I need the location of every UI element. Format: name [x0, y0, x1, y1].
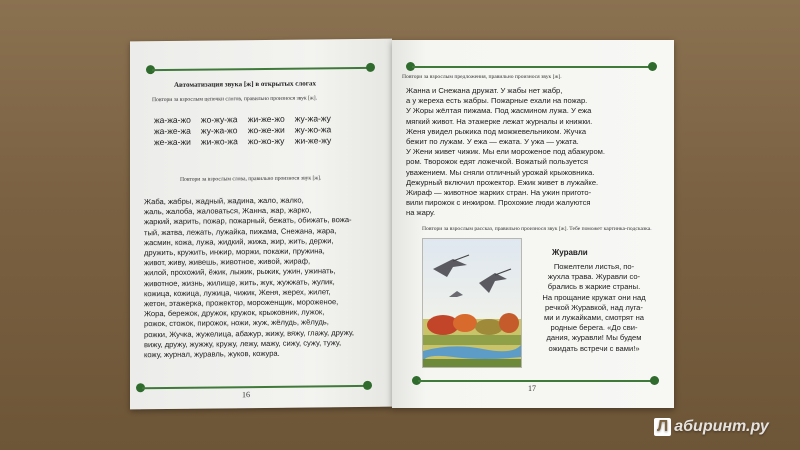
sentence-line: Женя увидел рыжика под можжевельником. Жучка — [406, 126, 587, 136]
sentence-line: Жанна и Снежана дружат. У жабы нет жабр, — [406, 86, 563, 95]
cranes-illustration — [422, 238, 522, 368]
sentence-line: Жираф — животное жарких стран. На ужин пригото- — [406, 188, 592, 198]
word-line: жасмин, кожа, лужа, жидкий, жижа, жир, жить, держи, — [144, 236, 334, 248]
top-rule — [412, 66, 652, 68]
watermark-text: абиринт.ру — [674, 418, 769, 435]
word-line: кожу, журнал, журавль, жуков, кожура. — [144, 348, 280, 360]
story-line: На прощание кружат они над — [542, 292, 646, 302]
sentence-line: У Жени живет чижик. Мы ели мороженое под абажуром. — [406, 147, 606, 157]
sentence-line: уважением. Мы сняли отличный урожай крыжовника. — [406, 167, 595, 177]
sentence-line: на жару. — [406, 208, 436, 218]
syllable-chain: жо-жу-жа — [200, 114, 238, 125]
bottom-rule — [418, 380, 654, 382]
top-rule — [152, 67, 370, 71]
word-line: тый, жатва, лежать, лужайка, пижама, Снежана, жара, — [144, 225, 337, 237]
rule-dot-icon — [363, 381, 372, 390]
story-title: Журавли — [552, 248, 588, 257]
sentence-line: бежит по лужам. У ежа — ежата. У ужа — ужата. — [406, 137, 579, 147]
rule-dot-icon — [650, 376, 659, 385]
bottom-rule — [142, 385, 367, 389]
syllable-chain: жу-жо-жа — [294, 124, 332, 135]
story-line: Пожелтели листья, по- — [553, 262, 635, 271]
rule-dot-icon — [648, 62, 657, 71]
word-line: жилой, прохожий, ёжик, лыжик, рыжик, ужин, ужинать, — [144, 266, 336, 278]
sentence-line: мягкий живот. На этажерке лежат журналы и книжки. — [406, 116, 593, 126]
word-line: рожки, Жучка, жужелица, абажур, жижу, вяжу, глажу, дружу, — [144, 327, 355, 339]
watermark-logo — [654, 418, 769, 436]
left-page — [130, 39, 392, 410]
syllable-chain: жи-жо-жа — [200, 136, 238, 147]
syllable-instruction: Повтори за взрослым цепочки слогов, правильно произнося звук [ж]. — [152, 95, 318, 104]
word-line: вижу, дружу, жужжу, кружу, лежу, мажу, сижу, сужу, тужу, — [144, 338, 342, 350]
watermark-badge: Л — [654, 418, 671, 436]
syllable-chain: жу-жа-жо — [200, 125, 238, 136]
story-line: ми и лужайками, смотрят на — [544, 313, 644, 323]
syllable-chain: же-жа-жи — [154, 136, 191, 148]
word-line: жетон, этажерка, прожектор, мороженщик, мороженое, — [144, 297, 339, 309]
cranes-picture — [423, 239, 521, 367]
page-number: 17 — [528, 384, 536, 393]
syllable-chain: жо-жо-жу — [247, 135, 285, 147]
story-line: речкой Журавкой, над луга- — [545, 302, 643, 312]
syllable-chain: жо-же-жи — [247, 124, 285, 136]
word-line: живот, живу, живешь, животное, живой, жираф, — [144, 256, 311, 268]
word-line: жаль, жалоба, жаловаться, Жанна, жар, жарко, — [144, 205, 312, 217]
word-line: Жаба, жабры, жадный, жадина, жало, жалко, — [144, 195, 304, 207]
sentences-instruction: Повтори за взрослым предложения, правильно произнося звук [ж]. — [402, 74, 562, 80]
word-line: жаркий, жарить, пожар, пожарный, бежать, обижать, вожа- — [144, 215, 352, 227]
syllable-chain: жа-жа-жо — [154, 114, 191, 126]
word-line: Жора, бережок, дружок, кружок, крыжовник, лужок, — [144, 307, 325, 319]
right-page — [392, 40, 674, 408]
word-line: дружить, кружить, инжир, моржи, покажи, пружина, — [144, 246, 325, 258]
word-line: животное, жизнь, жилище, жить, жук, жужжать, жулик, — [144, 276, 335, 288]
story-line: брались в жаркие страны. — [547, 282, 641, 292]
syllable-grid — [154, 113, 331, 147]
syllable-chain: жу-жа-жу — [294, 113, 331, 124]
story-line: дания, журавли! Мы будем — [546, 333, 642, 343]
syllable-chain: жи-же-жо — [247, 113, 285, 125]
sentence-line: ром. Творожок едят ложечкой. Вожатый пользуется — [406, 157, 588, 167]
sentence-line: а у жереха есть жабры. Пожарные ехали на пожар. — [406, 96, 588, 106]
syllable-chain: жа-же-жа — [154, 125, 191, 137]
story-line: ожидать встречи с вами!» — [548, 343, 640, 353]
sentence-line: Дежурный включил прожектор. Ежик живет в лужайке. — [406, 177, 599, 187]
word-list — [144, 195, 382, 361]
syllable-chain: жи-же-жу — [294, 135, 332, 146]
left-page-title: Автоматизация звука [ж] в открытых слогах — [174, 79, 316, 89]
story-instruction: Повтори за взрослым рассказ, правильно произнося звук [ж]. Тебе поможет картинка-подсказка. — [422, 226, 652, 232]
page-number: 16 — [242, 390, 250, 400]
sentences-paragraph — [406, 86, 660, 219]
word-line: кожица, кожица, лужица, чижик, Женя, жерех, жилет, — [144, 287, 331, 299]
story-line: жухла трава. Журавли со- — [547, 272, 641, 282]
sentence-line: вили пирожок с инжиром. Прохожие люди жалуются — [406, 198, 591, 208]
story-line: родные берега. «До сви- — [550, 323, 638, 333]
story-text — [526, 262, 662, 354]
words-instruction: Повтори за взрослым слова, правильно произнося звук [ж]. — [180, 175, 322, 183]
rule-dot-icon — [366, 63, 375, 72]
word-line: рожок, стожок, пирожок, ножи, жуж, жёлудь, жёлудь, — [144, 317, 329, 329]
sentence-line: У Жоры жёлтая пижама. Под жасмином лужа. У ежа — [406, 106, 592, 116]
